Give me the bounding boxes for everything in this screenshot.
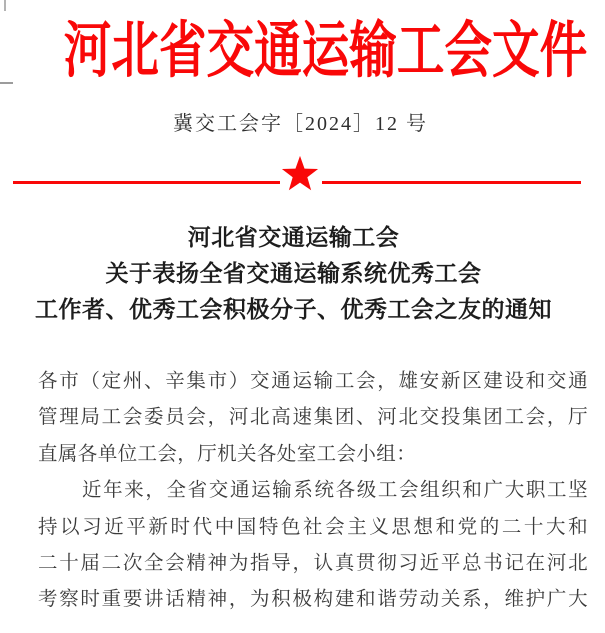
red-star-icon bbox=[281, 153, 319, 195]
body-line: 近年来，全省交通运输系统各级工会组织和广大职工坚 bbox=[82, 480, 588, 502]
document-number: 冀交工会字［2024］12 号 bbox=[173, 113, 428, 135]
scan-artifact bbox=[4, 0, 6, 11]
document-header-title: 河北省交通运输工会文件 bbox=[63, 18, 588, 85]
body-text bbox=[38, 364, 588, 619]
notice-title bbox=[0, 220, 596, 328]
body-line: 管理局工会委员会，河北高速集团、河北交投集团工会，厅 bbox=[38, 407, 588, 429]
notice-title-line-2: 关于表扬全省交通运输系统优秀工会 bbox=[105, 261, 482, 286]
body-line: 二十届二次全会精神为指导，认真贯彻习近平总书记在河北 bbox=[38, 553, 588, 575]
body-line: 各市（定州、辛集市）交通运输工会，雄安新区建设和交通 bbox=[38, 371, 588, 392]
body-line: 持以习近平新时代中国特色社会主义思想和党的二十大和 bbox=[38, 516, 588, 538]
notice-title-line-3: 工作者、优秀工会积极分子、优秀工会之友的通知 bbox=[35, 297, 552, 322]
red-rule-right bbox=[322, 181, 581, 184]
body-line: 直属各单位工会，厅机关各处室工会小组： bbox=[38, 443, 417, 465]
document-header bbox=[0, 20, 595, 84]
notice-title-line-1: 河北省交通运输工会 bbox=[187, 225, 400, 250]
body-line: 考察时重要讲话精神，为积极构建和谐劳动关系，维护广大 bbox=[38, 589, 588, 611]
red-rule-left bbox=[13, 181, 280, 184]
